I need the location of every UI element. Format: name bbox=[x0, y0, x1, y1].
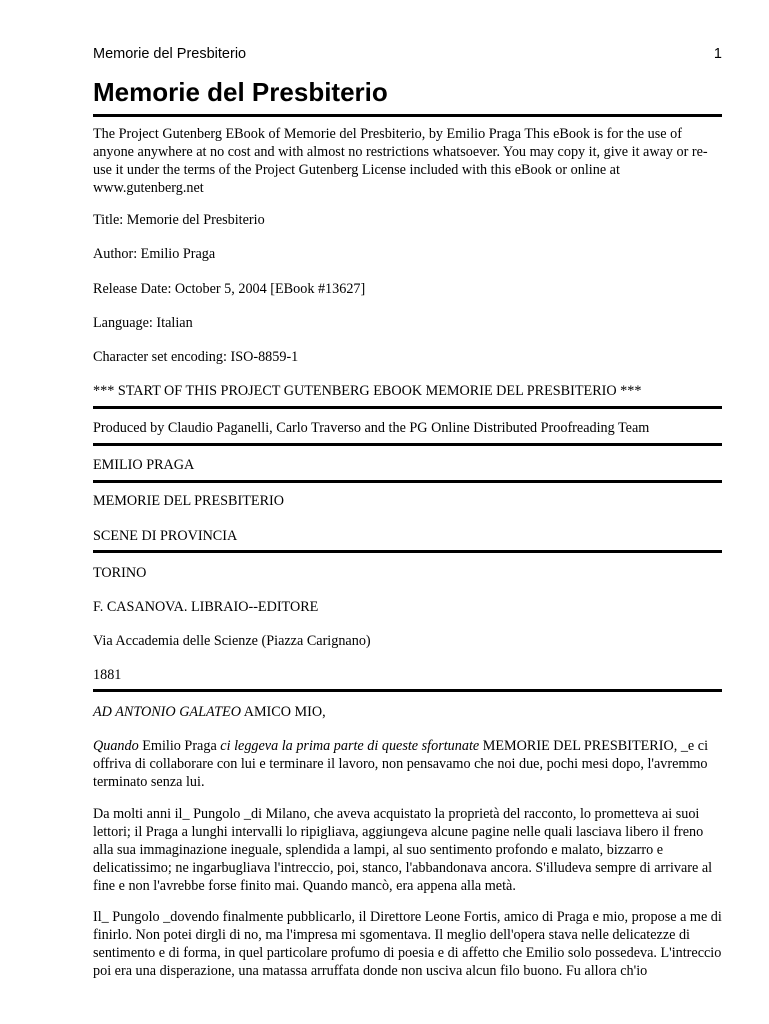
paragraph-1 bbox=[93, 737, 722, 791]
page-number: 1 bbox=[713, 46, 722, 62]
publisher-name: F. CASANOVA. LIBRAIO--EDITORE bbox=[93, 599, 319, 615]
meta-release-date: Release Date: October 5, 2004 [EBook #13627] bbox=[93, 281, 366, 297]
publication-year: 1881 bbox=[93, 667, 122, 683]
divider-rule bbox=[93, 480, 722, 483]
paragraph-2: Da molti anni il_ Pungolo _di Milano, che aveva acquistato la proprietà del racconto, lo prometteva ai suoi lettori; il Praga a lunghi intervalli lo ripigliava, aggiungeva alcune pagine nelle quali lasciava libero il freno alla sua immaginazione ineguale, splendida a lampi, al suo sentimento profondo e malato, bizzarro e delicatissimo; ne ingarbugliava l'intreccio, poi, stanco, l'abbandonava ancora. S'illudeva sempre di arrivare al fine e non l'avrebbe forse finito mai. Quando mancò, era appena alla metà. bbox=[93, 806, 713, 894]
running-header bbox=[93, 46, 722, 66]
divider-rule bbox=[93, 443, 722, 446]
running-title: Memorie del Presbiterio bbox=[93, 46, 247, 62]
divider-rule bbox=[93, 689, 722, 692]
dedication-name: AD ANTONIO GALATEO bbox=[93, 704, 241, 720]
author-heading: EMILIO PRAGA bbox=[93, 457, 195, 473]
para1-text: Emilio Praga bbox=[138, 738, 221, 754]
meta-author: Author: Emilio Praga bbox=[93, 246, 216, 262]
meta-encoding: Character set encoding: ISO-8859-1 bbox=[93, 349, 299, 365]
dedication-greeting: AMICO MIO, bbox=[240, 704, 326, 720]
meta-language: Language: Italian bbox=[93, 315, 193, 331]
intro-paragraph: The Project Gutenberg EBook of Memorie del Presbiterio, by Emilio Praga This eBook is for the use of anyone anywhere at no cost and with almost no restrictions whatsoever. You may copy it, give it away or re-use it under the terms of the Project Gutenberg License included with this eBook or online at www.gutenberg.net bbox=[93, 126, 708, 196]
divider-rule bbox=[93, 550, 722, 553]
title-rule bbox=[93, 114, 722, 117]
divider-rule bbox=[93, 406, 722, 409]
book-title-heading: MEMORIE DEL PRESBITERIO bbox=[93, 493, 285, 509]
produced-by: Produced by Claudio Paganelli, Carlo Traverso and the PG Online Distributed Proofreading Team bbox=[93, 420, 650, 436]
publisher-address: Via Accademia delle Scienze (Piazza Carignano) bbox=[93, 633, 371, 649]
start-marker: *** START OF THIS PROJECT GUTENBERG EBOOK MEMORIE DEL PRESBITERIO *** bbox=[93, 383, 642, 399]
paragraph-3: Il_ Pungolo _dovendo finalmente pubblicarlo, il Direttore Leone Fortis, amico di Praga e mio, propose a me di finirlo. Non potei dirgli di no, ma l'impresa mi sgomentava. Il meglio dell'opera stava nelle delicatezze di sentimento e di forma, in quel particolare profumo di poesia e di affetto che Emilio solo possedeva. L'intreccio poi era una disperazione, una matassa arruffata donde non usciva alcun filo buono. Fu allora ch'io bbox=[93, 909, 722, 979]
para1-text: MEMORIE DEL PRESBITERIO, _e ci offriva di collaborare con lui e terminare il lavoro, non pensavamo che noi due, pochi mesi dopo, l'avremmo terminato senza lui. bbox=[93, 738, 709, 790]
publisher-city: TORINO bbox=[93, 565, 147, 581]
document-title: Memorie del Presbiterio bbox=[93, 77, 388, 107]
para1-italic: ci leggeva la prima parte di queste sfortunate bbox=[220, 738, 480, 754]
subtitle-heading: SCENE DI PROVINCIA bbox=[93, 528, 238, 544]
dedication bbox=[93, 703, 722, 721]
para1-quando: Quando bbox=[93, 738, 139, 754]
meta-title: Title: Memorie del Presbiterio bbox=[93, 212, 265, 228]
